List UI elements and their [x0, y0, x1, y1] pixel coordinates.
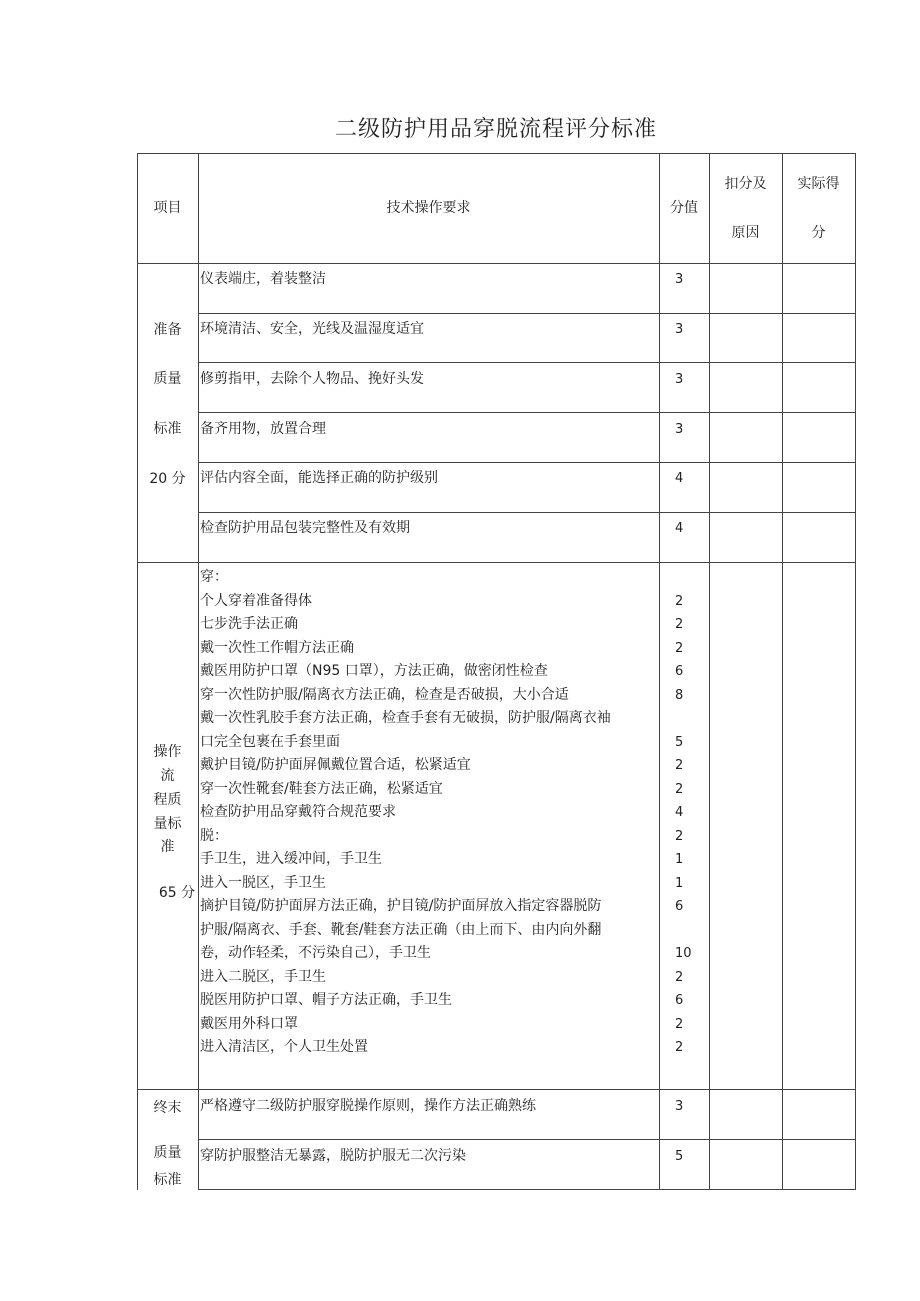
list-item: 戴医用外科口罩 — [200, 1015, 298, 1032]
list-item: 穿一次性靴套/鞋套方法正确，松紧适宜 — [200, 780, 443, 797]
list-item: 穿一次性防护服/隔离衣方法正确，检查是否破损，大小合适 — [200, 686, 569, 703]
list-item: 脱： — [200, 827, 228, 844]
table-row-score: 3 — [675, 422, 684, 437]
list-item: 摘护目镜/防护面屏方法正确，护目镜/防护面屏放入指定容器脱防 — [200, 898, 602, 914]
section-op-label: 65 分 — [158, 885, 196, 901]
table-row-requirement: 穿防护服整洁无暴露，脱防护服无二次污染 — [200, 1148, 466, 1164]
list-item: 手卫生，进入缓冲间，手卫生 — [200, 851, 382, 867]
list-item-score — [675, 919, 692, 943]
section-op-label: 程质 — [153, 792, 182, 808]
section-final-label: 标准 — [153, 1172, 182, 1188]
list-item-score: 4 — [675, 805, 684, 820]
table-row-requirement: 环境清洁、安全，光线及温湿度适宜 — [200, 321, 424, 337]
list-item: 脱医用防护口罩、帽子方法正确，手卫生 — [200, 992, 452, 1008]
list-item-score: 2 — [675, 781, 684, 797]
list-item: 卷，动作轻柔，不污染自己），手卫生 — [200, 945, 431, 961]
section-prep-label: 20 分 — [149, 471, 186, 487]
section-op-label: 操作 — [153, 744, 182, 760]
section-final-label: 质量 — [153, 1145, 182, 1161]
list-item-score: 2 — [675, 640, 684, 656]
list-item: 戴护目镜/防护面屏佩戴位置合适，松紧适宜 — [200, 757, 471, 773]
list-item-score: 2 — [675, 593, 684, 609]
table-row-score: 4 — [675, 471, 684, 486]
list-item-score: 6 — [675, 664, 684, 679]
list-item: 检查防护用品穿戴符合规范要求 — [200, 804, 396, 820]
table-row-score: 3 — [675, 322, 684, 337]
list-item-score: 2 — [675, 828, 684, 844]
section-op-label: 流 — [160, 768, 175, 784]
list-item: 进入二脱区，手卫生 — [200, 968, 326, 985]
list-item: 穿： — [200, 569, 228, 585]
list-item-score: 6 — [675, 993, 684, 1008]
list-item: 口完全包裹在手套里面 — [200, 733, 340, 750]
table-row-requirement: 仪表端庄，着装整洁 — [200, 271, 326, 287]
table-row-score: 3 — [675, 1099, 684, 1114]
header-deduction: 原因 — [731, 225, 760, 241]
table-row-requirement: 严格遵守二级防护服穿脱操作原则，操作方法正确熟练 — [200, 1098, 536, 1114]
list-item-score: 2 — [675, 758, 684, 773]
page-title: 二级防护用品穿脱流程评分标准 — [334, 117, 657, 142]
list-item-score: 2 — [675, 617, 684, 632]
list-item: 个人穿着准备得体 — [200, 592, 312, 609]
header-item: 项目 — [153, 200, 182, 216]
list-item: 七步洗手法正确 — [200, 616, 298, 632]
header-actual-score: 实际得 — [797, 176, 840, 192]
section-prep-label: 质量 — [153, 371, 182, 387]
section-final-label: 终末 — [153, 1100, 182, 1116]
list-item-score: 8 — [675, 687, 684, 703]
header-requirement: 技术操作要求 — [386, 200, 471, 216]
section-prep-label: 准备 — [153, 322, 182, 338]
list-item-score: 2 — [675, 969, 684, 985]
section-op-requirements — [200, 566, 611, 1060]
list-item-score: 1 — [675, 852, 684, 867]
header-deduction: 扣分及 — [724, 176, 767, 192]
table-row-requirement: 修剪指甲，去除个人物品、挽好头发 — [200, 371, 424, 387]
list-item: 护服/隔离衣、手套、靴套/鞋套方法正确（由上而下、由内向外翻 — [200, 921, 602, 938]
header-actual-score: 分 — [811, 225, 826, 241]
list-item: 戴一次性乳胶手套方法正确，检查手套有无破损，防护服/隔离衣袖 — [200, 710, 611, 726]
section-op-scores — [675, 566, 692, 1060]
table-row-requirement: 备齐用物，放置合理 — [200, 421, 326, 437]
list-item: 进入一脱区，手卫生 — [200, 874, 326, 891]
list-item-score: 1 — [675, 875, 684, 891]
list-item: 进入清洁区，个人卫生处置 — [200, 1039, 368, 1055]
section-prep-label: 标准 — [153, 421, 182, 437]
header-score: 分值 — [670, 200, 698, 216]
table-row-requirement: 评估内容全面，能选择正确的防护级别 — [200, 470, 438, 486]
list-item-score: 10 — [675, 946, 692, 961]
table-row-score: 3 — [675, 272, 684, 287]
list-item-score — [675, 707, 692, 731]
section-op-label: 准 — [160, 839, 175, 855]
section-op-label: 量标 — [153, 816, 182, 832]
table-row-requirement: 检查防护用品包装完整性及有效期 — [200, 520, 410, 536]
list-item: 戴医用防护口罩（N95 口罩），方法正确，做密闭性检查 — [200, 663, 548, 679]
list-item-score: 2 — [675, 1040, 684, 1055]
list-item-score: 6 — [675, 899, 684, 914]
table-row-score: 4 — [675, 521, 684, 536]
list-item-score: 2 — [675, 1016, 684, 1032]
list-item-score: 5 — [675, 734, 684, 750]
table-row-score: 3 — [675, 372, 684, 387]
list-item: 戴一次性工作帽方法正确 — [200, 639, 354, 656]
table-row-score: 5 — [675, 1149, 684, 1164]
list-item-score — [675, 566, 692, 590]
